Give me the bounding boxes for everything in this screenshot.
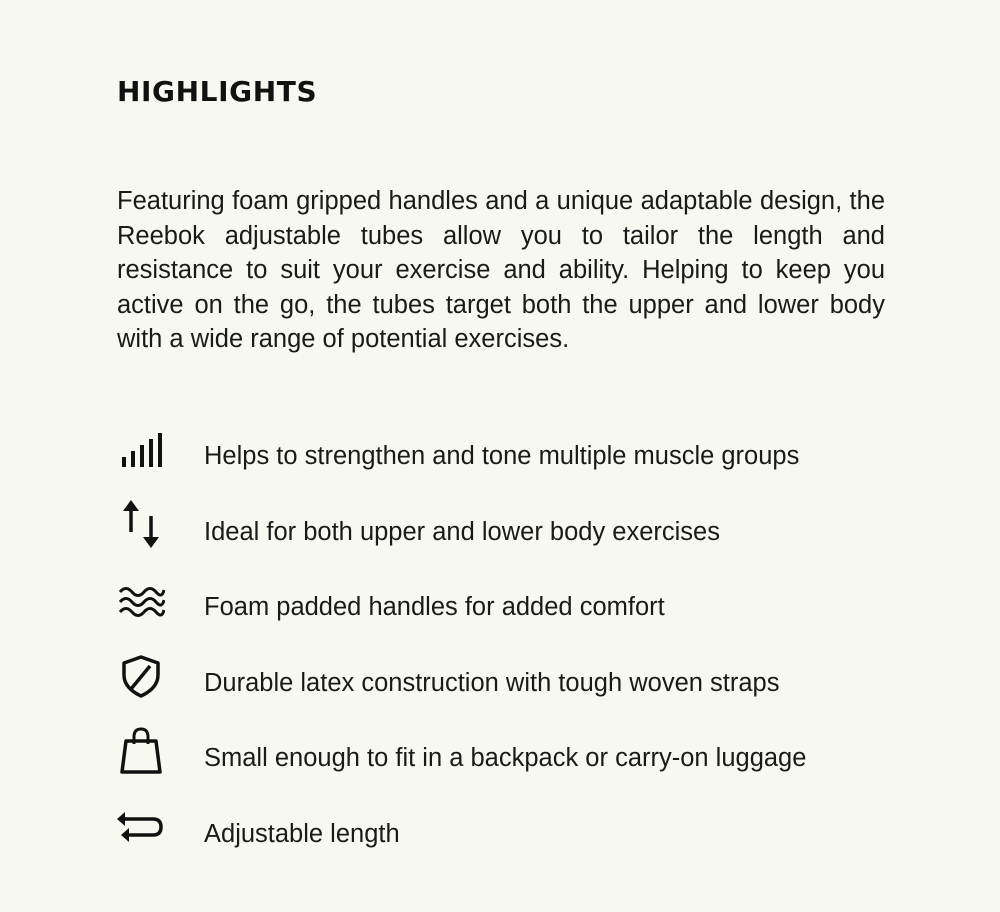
feature-label: Small enough to fit in a backpack or carry-on luggage: [204, 744, 807, 772]
feature-item: [117, 722, 937, 798]
feature-label: Helps to strengthen and tone multiple muscle groups: [204, 442, 800, 470]
highlights-heading: HIGHLIGHTS: [117, 75, 318, 108]
up-down-arrows-icon: [117, 496, 165, 548]
product-description: Featuring foam gripped handles and a unique adaptable design, the Reebok adjustable tubes allow you to tailor the length and resistance to suit your exercise and ability. Helping to keep you active on the go, the tubes target both the upper and lower body with a wide range of potential exercises.: [117, 187, 885, 353]
shield-icon: [117, 647, 165, 699]
shopping-bag-icon: [117, 722, 165, 774]
feature-item: [117, 496, 937, 572]
feature-label: Adjustable length: [204, 819, 400, 848]
feature-item: [117, 798, 937, 874]
feature-item: [117, 420, 937, 496]
feature-label: Durable latex construction with tough woven straps: [204, 668, 780, 697]
feature-item: [117, 647, 937, 723]
feature-item: [117, 571, 937, 647]
bar-chart-icon: [117, 420, 165, 472]
feature-label: Ideal for both upper and lower body exercises: [204, 517, 720, 546]
adjust-arrows-icon: [117, 798, 165, 850]
feature-label: Foam padded handles for added comfort: [204, 593, 665, 621]
waves-icon: [117, 571, 165, 623]
feature-list: [117, 420, 937, 873]
